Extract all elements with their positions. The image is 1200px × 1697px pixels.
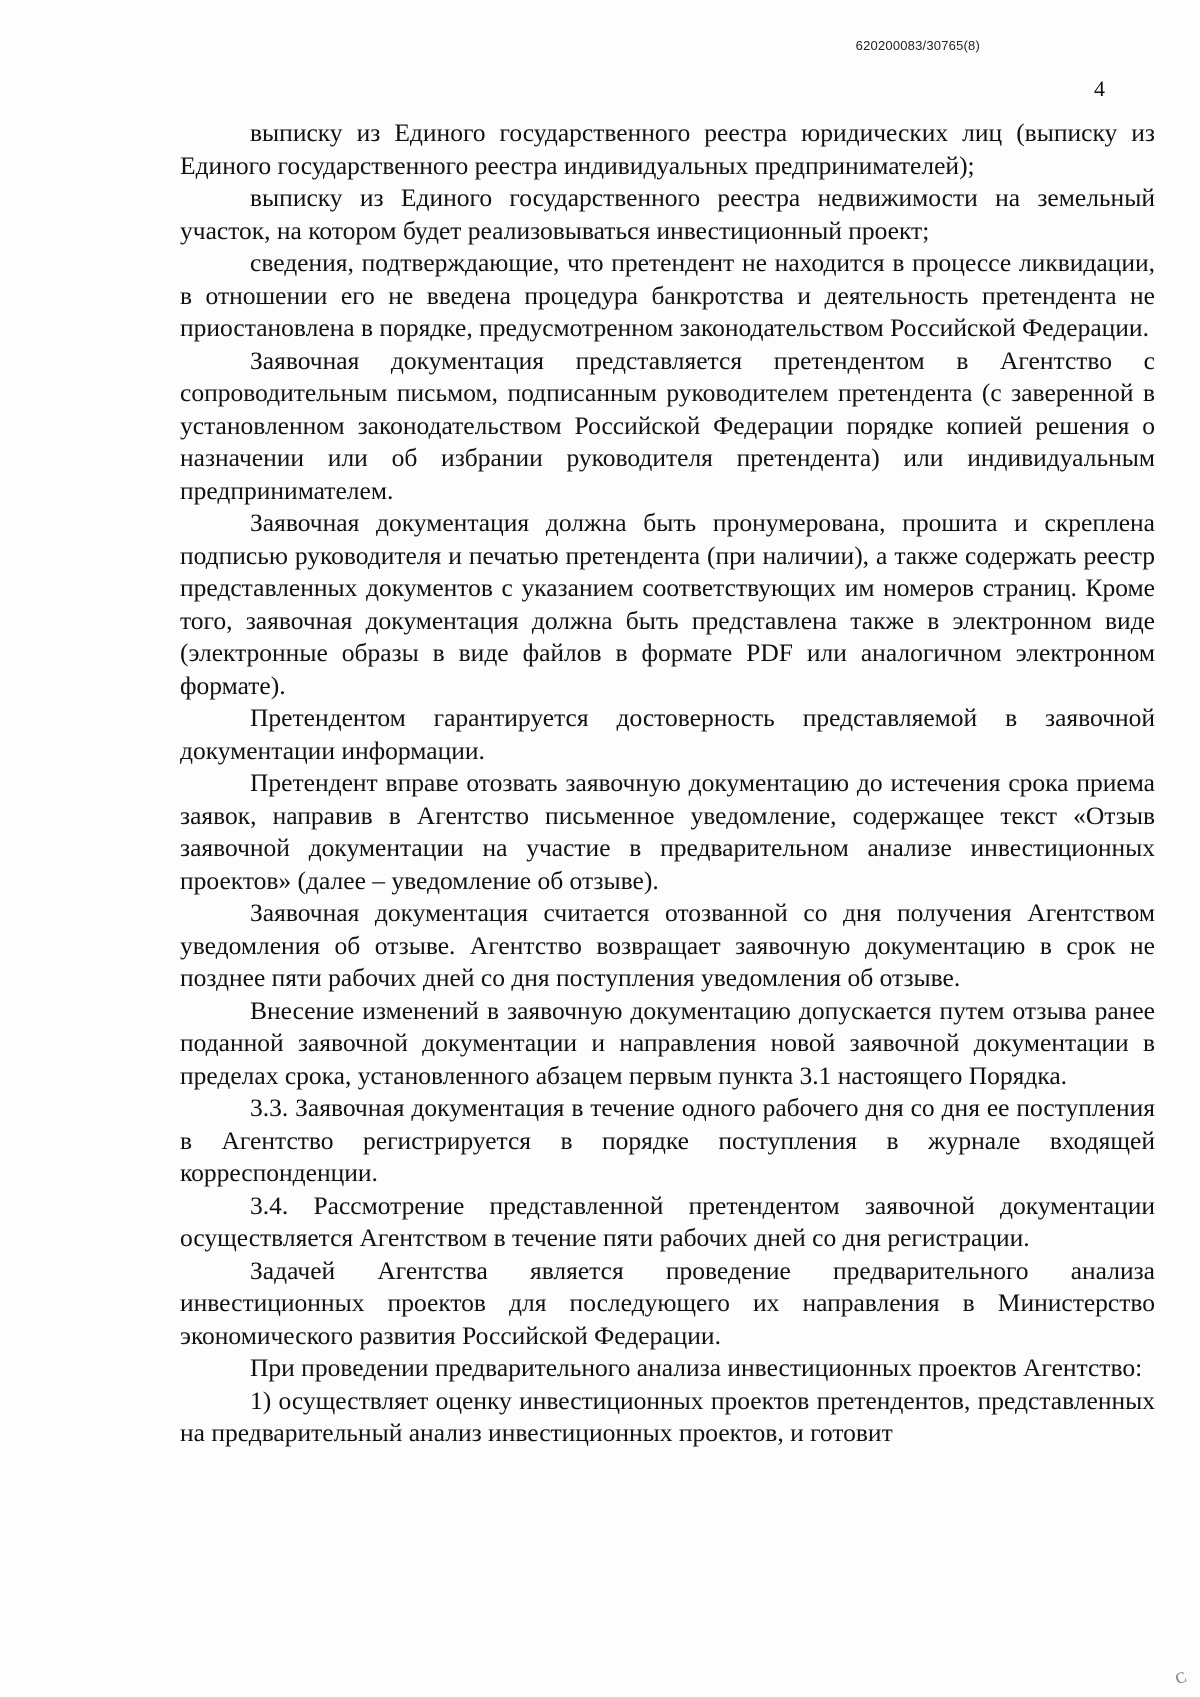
paragraph: Заявочная документация должна быть пронумерована, прошита и скреплена подписью руководителя и печатью претендента (при наличии), а также содержать реестр представленных документов с указанием соответствующих им номеров страниц. Кроме того, заявочная документация должна быть представлена также в электронном виде (электронные образы в виде файлов в формате PDF или аналогичном электронном формате). — [180, 508, 1155, 700]
paragraph: Заявочная документация считается отозванной со дня получения Агентством уведомления об отзыве. Агентство возвращает заявочную документацию в срок не позднее пяти рабочих дней со дня поступления уведомления об отзыве. — [180, 898, 1155, 992]
paragraph: сведения, подтверждающие, что претендент не находится в процессе ликвидации, в отношении его не введена процедура банкротства и деятельность претендента не приостановлена в порядке, предусмотренном законодательством Российской Федерации. — [180, 248, 1155, 342]
document-body — [180, 117, 1155, 1450]
document-id: 620200083/30765(8) — [855, 38, 980, 53]
paragraph: Задачей Агентства является проведение предварительного анализа инвестиционных проектов для последующего их направления в Министерство экономического развития Российской Федерации. — [180, 1255, 1155, 1350]
paragraph: Заявочная документация представляется претендентом в Агентство с сопроводительным письмом, подписанным руководителем претендента (с заверенной в установленном законодательством Российской Федерации порядке копией решения о назначении или об избрании руководителя претендента) или индивидуальным предпринимателем. — [180, 345, 1155, 505]
paragraph: Претендентом гарантируется достоверность представляемой в заявочной документации информации. — [180, 703, 1155, 765]
paragraph: 3.3. Заявочная документация в течение одного рабочего дня со дня ее поступления в Агентство регистрируется в порядке поступления в журнале входящей корреспонденции. — [180, 1093, 1155, 1187]
paragraph: выписку из Единого государственного реестра недвижимости на земельный участок, на котором будет реализовываться инвестиционный проект; — [180, 183, 1155, 245]
paragraph: 3.4. Рассмотрение представленной претендентом заявочной документации осуществляется Агентством в течение пяти рабочих дней со дня регистрации. — [180, 1190, 1155, 1252]
paragraph: При проведении предварительного анализа инвестиционных проектов Агентство: — [250, 1353, 1143, 1382]
paragraph: 1) осуществляет оценку инвестиционных проектов претендентов, представленных на предварительный анализ инвестиционных проектов, и готовит — [180, 1385, 1155, 1447]
paragraph: Претендент вправе отозвать заявочную документацию до истечения срока приема заявок, направив в Агентство письменное уведомление, содержащее текст «Отзыв заявочной документации на участие в предварительном анализе инвестиционных проектов» (далее – уведомление об отзыве). — [180, 768, 1155, 895]
paragraph: Внесение изменений в заявочную документацию допускается путем отзыва ранее поданной заявочной документации и направления новой заявочной документации в пределах срока, установленного абзацем первым пункта 3.1 настоящего Порядка. — [180, 995, 1155, 1090]
paragraph: выписку из Единого государственного реестра юридических лиц (выписку из Единого государственного реестра индивидуальных предпринимателей); — [180, 118, 1155, 180]
page-number: 4 — [1094, 76, 1105, 101]
scan-corner-mark: ᴄ — [1171, 1661, 1190, 1690]
